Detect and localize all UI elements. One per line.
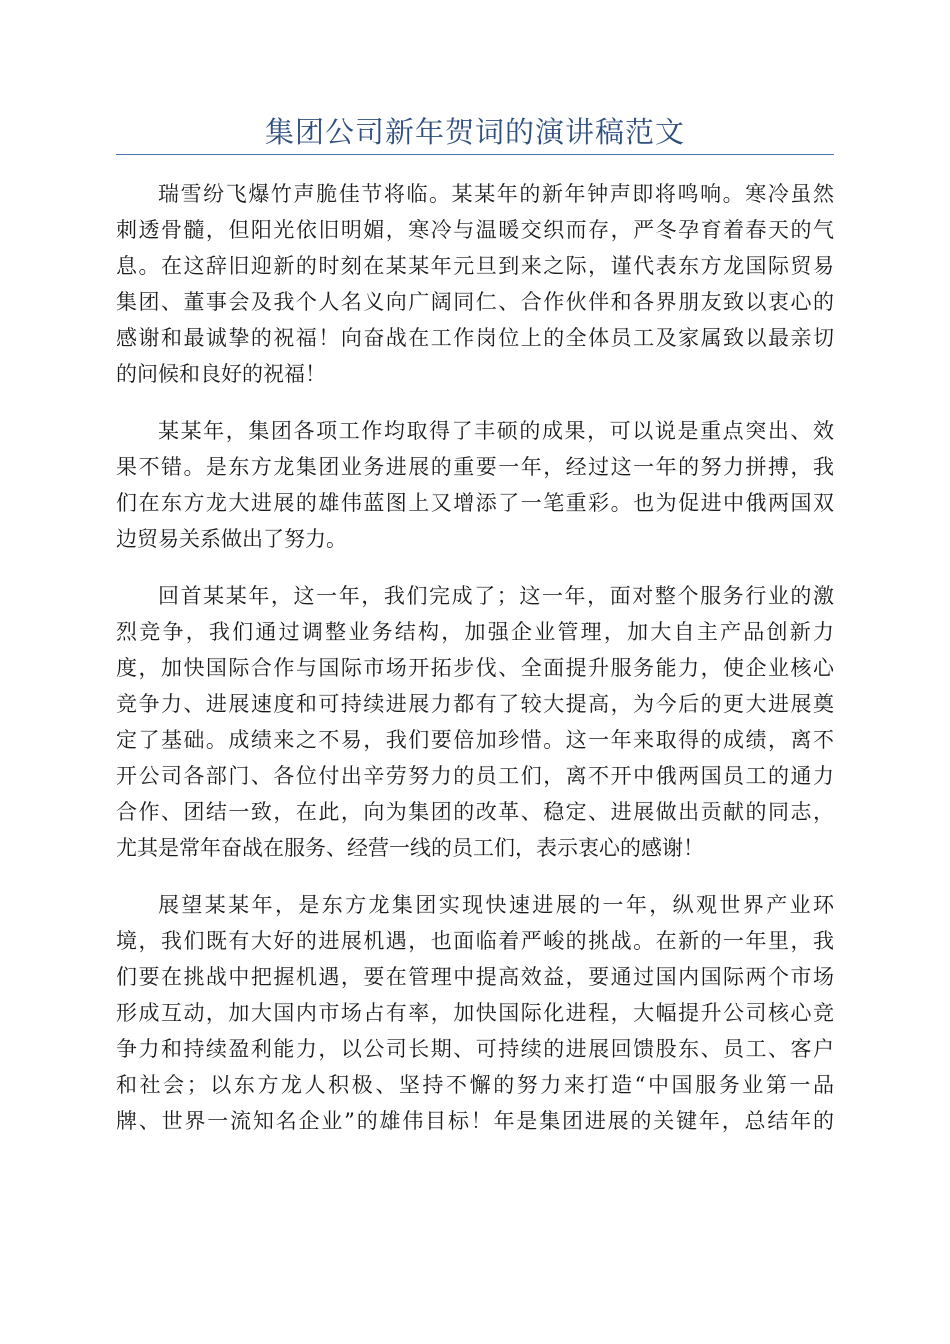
paragraph-line: 尤其是常年奋战在服务、经营一线的员工们，表示衷心的感谢！ [116,836,704,860]
body-paragraph [116,887,834,1139]
paragraph-line: 合作、团结一致，在此，向为集团的改革、稳定、进展做出贡献的同志， [116,800,834,824]
paragraph-line: 开公司各部门、各位付出辛劳努力的员工们，离不开中俄两国员工的通力 [116,764,834,788]
paragraph-line: 果不错。是东方龙集团业务进展的重要一年，经过这一年的努力拼搏，我 [116,455,834,479]
body-paragraph [116,176,834,392]
paragraph-line: 们要在挑战中把握机遇，要在管理中提高效益，要通过国内国际两个市场 [116,965,834,989]
document-title: 集团公司新年贺词的演讲稿范文 [264,115,685,149]
paragraph-line: 某某年，集团各项工作均取得了丰硕的成果，可以说是重点突出、效 [158,419,834,443]
body-paragraph [116,413,834,557]
title-underline [116,154,834,155]
paragraph-line: 息。在这辞旧迎新的时刻在某某年元旦到来之际，谨代表东方龙国际贸易 [116,254,834,278]
paragraph-line: 边贸易关系做出了努力。 [116,527,347,551]
paragraph-line: 们在东方龙大进展的雄伟蓝图上又增添了一笔重彩。也为促进中俄两国双 [116,491,834,515]
paragraph-line: 竞争力、进展速度和可持续进展力都有了较大提高，为今后的更大进展奠 [116,692,834,716]
paragraph-line: 牌、世界一流知名企业”的雄伟目标！年是集团进展的关键年，总结年的 [116,1109,834,1133]
paragraph-line: 瑞雪纷飞爆竹声脆佳节将临。某某年的新年钟声即将鸣响。寒冷虽然 [158,182,834,206]
paragraph-line: 回首某某年，这一年，我们完成了；这一年，面对整个服务行业的激 [158,584,834,608]
paragraph-line: 度，加快国际合作与国际市场开拓步伐、全面提升服务能力，使企业核心 [116,656,834,680]
paragraph-line: 感谢和最诚挚的祝福！向奋战在工作岗位上的全体员工及家属致以最亲切 [116,326,834,350]
paragraph-line: 争力和持续盈利能力，以公司长期、可持续的进展回馈股东、员工、客户 [116,1037,834,1061]
paragraph-line: 的问候和良好的祝福！ [116,362,326,386]
paragraph-line: 形成互动，加大国内市场占有率，加快国际化进程，大幅提升公司核心竞 [116,1001,834,1025]
paragraph-line: 烈竞争，我们通过调整业务结构，加强企业管理，加大自主产品创新力 [116,620,834,644]
body-paragraph [116,578,834,866]
paragraph-line: 展望某某年，是东方龙集团实现快速进展的一年，纵观世界产业环 [158,893,834,917]
paragraph-line: 和社会；以东方龙人积极、坚持不懈的努力来打造“中国服务业第一品 [116,1073,834,1097]
paragraph-line: 刺透骨髓，但阳光依旧明媚，寒冷与温暖交织而存，严冬孕育着春天的气 [116,218,834,242]
paragraph-line: 境，我们既有大好的进展机遇，也面临着严峻的挑战。在新的一年里，我 [116,929,834,953]
paragraph-line: 定了基础。成绩来之不易，我们要倍加珍惜。这一年来取得的成绩，离不 [116,728,834,752]
paragraph-line: 集团、董事会及我个人名义向广阔同仁、合作伙伴和各界朋友致以衷心的 [116,290,834,314]
document-body [116,176,834,1160]
